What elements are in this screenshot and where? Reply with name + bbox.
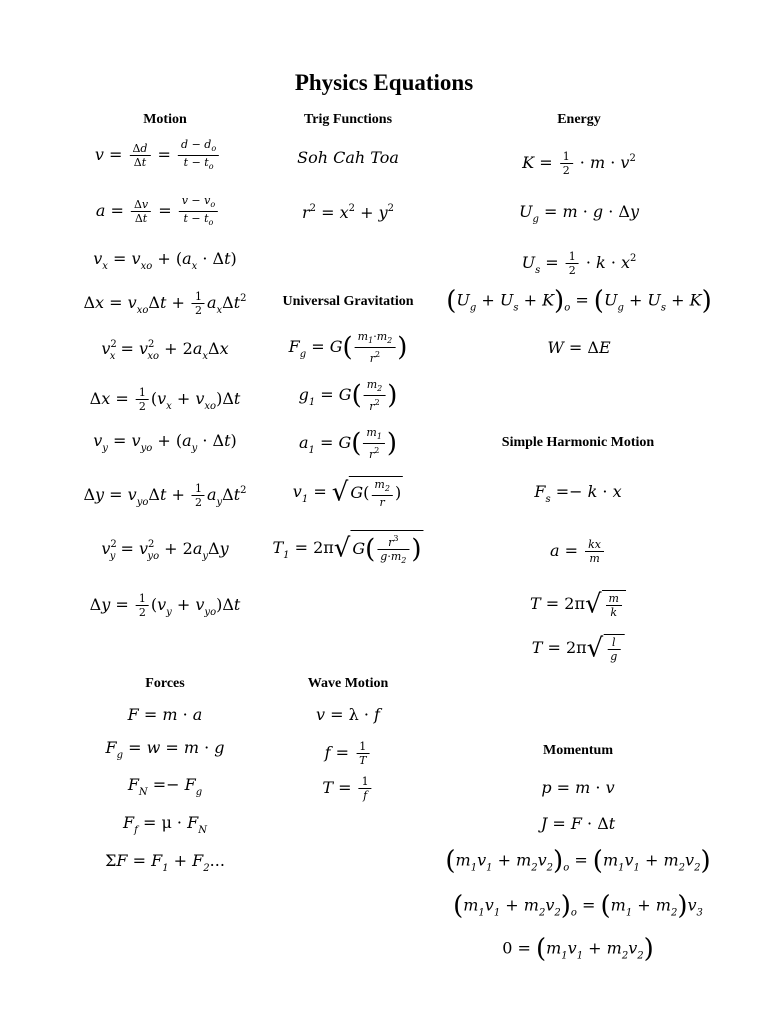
equation-weight: $F_g = w = m \cdot g$ [105,738,225,761]
equation-gravitational-field: $g_1 = G$( $\frac{m_2}{r^2}$ ) [298,378,398,413]
equation-hookes-law: $F_s =- k \cdot x$ [534,482,622,505]
heading-universal-gravitation: Universal Gravitation [282,294,414,309]
equation-elastic-collision: $(m_1v_1 + m_2v_2)_o = (m_1v_1 + m_2v_2)$ [445,846,711,876]
heading-energy: Energy [557,112,601,127]
equation-vy: $v_y = v_{yo} + (a_y \cdot \Delta t)$ [93,431,237,454]
equation-work-energy: W = ΔE [547,338,611,357]
trig-soh-cah-toa: Soh Cah Toa [297,148,399,167]
equation-inelastic-collision: $(m_1v_1 + m_2v_2)_o = (m_1 + m_2)v_3$ [453,891,703,921]
equation-orbital-velocity: $v_1$ = √ G( $\frac{m_2}{r}$ ) [292,477,402,509]
equation-shm-acceleration: a = $\frac{kx}{m}$ [550,538,606,565]
equation-delta-x: $\Delta x = v_{xo}\Delta t$ + $\frac{1}{2}$ $a_x\Delta t^2$ [83,290,247,317]
equation-explosion: $0 = (m_1v_1 + m_2v_2)$ [502,934,654,964]
heading-trig-functions: Trig Functions [303,112,393,127]
equation-delta-y: $\Delta y = v_{yo}\Delta t$ + $\frac{1}{2}$ $a_y\Delta t^2$ [83,482,247,509]
equation-delta-y-average: Δy = $\frac{1}{2}$ $(v_y + v_{yo})\Delta t$ [89,592,241,619]
equation-newtons-second-law: F = m · a [127,705,203,724]
equation-kinetic-energy: K = $\frac{1}{2}$ · $m \cdot v^2$ [522,150,636,177]
equation-friction: $F_f = \mu \cdot F_N$ [123,813,207,836]
equation-spring-potential: $U_s$ = $\frac{1}{2}$ · $k \cdot x^2$ [521,250,637,277]
equation-momentum: p = m · v [541,778,615,797]
equation-acceleration-average: a = $\frac{\Delta v}{\Delta t}$ = $\frac{v - v_o}{t - t_o}$ [96,194,220,229]
equation-delta-x-average: Δx = $\frac{1}{2}$ $(v_x + v_{xo})\Delta t$ [89,386,241,413]
equation-vx-squared: $v^2_x = v^2_{xo} + 2a_x\Delta x$ [101,339,229,362]
equation-frequency: f = $\frac{1}{T}$ [325,740,372,767]
equation-velocity-average: v = $\frac{\Delta d}{\Delta t}$ = $\frac{d - d_o}{t - t_o}$ [95,138,221,173]
equation-pendulum-period: T = 2π√ $\frac{l}{g}$ [532,634,625,663]
heading-motion: Motion [143,112,187,127]
equation-gravitational-force: $F_g = G$( $\frac{m_1\cdot m_2}{r^2}$ ) [288,330,408,365]
equation-impulse: J = F · Δt [540,814,616,833]
heading-simple-harmonic-motion: Simple Harmonic Motion [501,435,655,450]
equation-vy-squared: $v^2_y = v^2_{yo} + 2a_y\Delta y$ [101,539,229,562]
equation-gravitational-potential: $U_g = m \cdot g \cdot \Delta y$ [518,202,640,225]
equation-vx: $v_x = v_{xo} + (a_x \cdot \Delta t)$ [93,249,237,272]
heading-wave-motion: Wave Motion [307,676,389,691]
heading-forces: Forces [145,676,185,691]
equation-gravitational-acceleration: $a_1 = G$( $\frac{m_1}{r^2}$ ) [298,426,398,461]
equation-normal-force: $F_N =- F_g$ [127,775,203,798]
equation-wave-speed: v = λ · f [316,705,380,724]
equation-pythagorean: $r^2 = x^2 + y^2$ [301,203,395,222]
equation-spring-period: T = 2π√ $\frac{m}{k}$ [530,590,626,619]
equation-net-force: $\Sigma F = F_1 + F_2$... [105,851,225,874]
heading-momentum: Momentum [543,743,613,758]
page-title: Physics Equations [294,70,474,95]
equation-orbital-period: $T_1 = 2\pi√$ G( $\frac{r^3}{g\cdot m_2}$ ) [272,530,423,567]
equation-period: T = $\frac{1}{f}$ [322,775,373,802]
equation-energy-conservation: $(U_g + U_s + K)_o = (U_g + U_s + K)$ [446,286,712,316]
